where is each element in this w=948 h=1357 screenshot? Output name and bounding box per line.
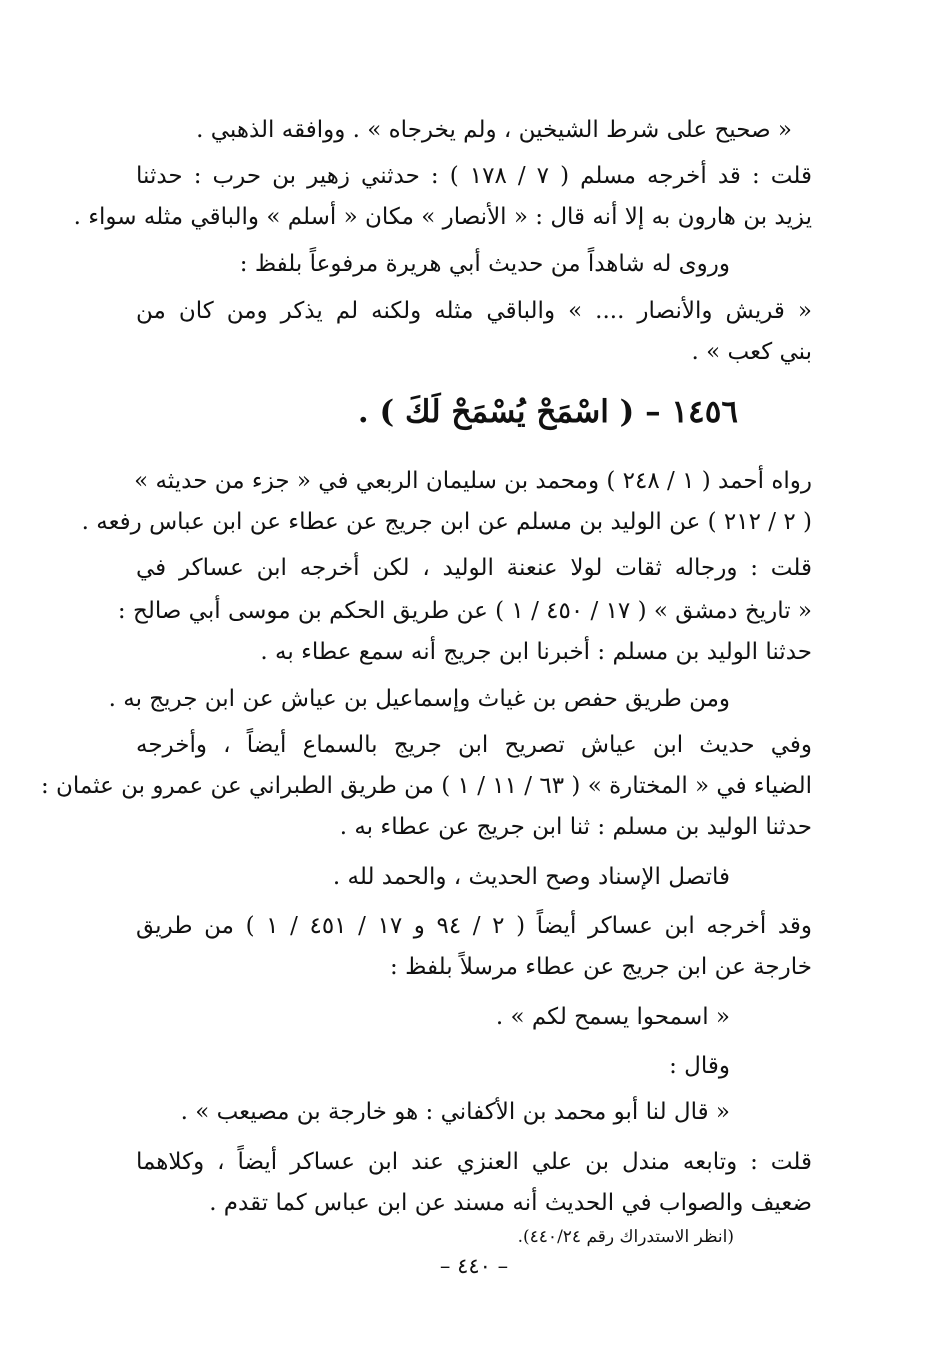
text-line: « قال لنا أبو محمد بن الأكفاني : هو خارجة بن مصيعب » .: [180, 1099, 730, 1125]
text-line: خارجة عن ابن جريج عن عطاء مرسلاً بلفظ :: [390, 954, 812, 980]
text-line: ضعيف والصواب في الحديث أنه مسند عن ابن عباس كما تقدم .: [209, 1190, 812, 1216]
text-line: « تاريخ دمشق » ( ١٧ / ٤٥٠ / ١ ) عن طريق الحكم بن موسى أبي صالح :: [117, 598, 812, 624]
text-line: رواه أحمد ( ١ / ٢٤٨ ) ومحمد بن سليمان الربعي في « جزء من حديثه »: [134, 468, 812, 494]
page-number: – ٤٤٠ –: [439, 1254, 509, 1278]
text-line: « اسمحوا يسمح لكم » .: [495, 1004, 730, 1030]
hadith-heading: ١٤٥٦ – ( اسْمَحْ يُسْمَحْ لَكَ ) .: [357, 394, 738, 430]
text-line: حدثنا الوليد بن مسلم : ثنا ابن جريج عن عطاء به .: [339, 814, 812, 840]
text-line: يزيد بن هارون به إلا أنه قال : « الأنصار » مكان « أسلم » والباقي مثله سواء .: [73, 204, 812, 230]
text-line: قلت : ورجاله ثقات لولا عنعنة الوليد ، لكن أخرجه ابن عساكر في: [136, 555, 812, 581]
text-line: « قريش والأنصار .... » والباقي مثله ولكنه لم يذكر ومن كان من: [136, 298, 812, 324]
text-line: ومن طريق حفص بن غياث وإسماعيل بن عياش عن ابن جريج به .: [108, 686, 730, 712]
text-line: وفي حديث ابن عياش تصريح ابن جريج بالسماع أيضاً ، وأخرجه: [136, 732, 812, 758]
text-line: قلت : قد أخرجه مسلم ( ٧ / ١٧٨ ) : حدثني زهير بن حرب : حدثنا: [136, 163, 812, 189]
footnote: (انظر الاستدراك رقم ٤٤٠/٢٤).: [517, 1227, 734, 1247]
text-line: الضياء في « المختارة » ( ٦٣ / ١١ / ١ ) من طريق الطبراني عن عمرو بن عثمان :: [40, 773, 812, 799]
text-line: بني كعب » .: [691, 339, 812, 365]
text-line: « صحيح على شرط الشيخين ، ولم يخرجاه » . ووافقه الذهبي .: [196, 117, 792, 143]
text-line: وقد أخرجه ابن عساكر أيضاً ( ٢ / ٩٤ و ١٧ / ٤٥١ / ١ ) من طريق: [136, 913, 812, 939]
text-line: قلت : وتابعه مندل بن علي العنزي عند ابن عساكر أيضاً ، وكلاهما: [136, 1149, 812, 1175]
text-line: وقال :: [669, 1053, 730, 1079]
text-line: فاتصل الإسناد وصح الحديث ، والحمد لله .: [332, 864, 730, 890]
text-line: ( ٢ / ٢١٢ ) عن الوليد بن مسلم عن ابن جريج عن عطاء عن ابن عباس رفعه .: [81, 509, 812, 535]
text-line: حدثنا الوليد بن مسلم : أخبرنا ابن جريج أنه سمع عطاء به .: [260, 639, 812, 665]
text-line: وروى له شاهداً من حديث أبي هريرة مرفوعاً بلفظ :: [239, 251, 730, 277]
